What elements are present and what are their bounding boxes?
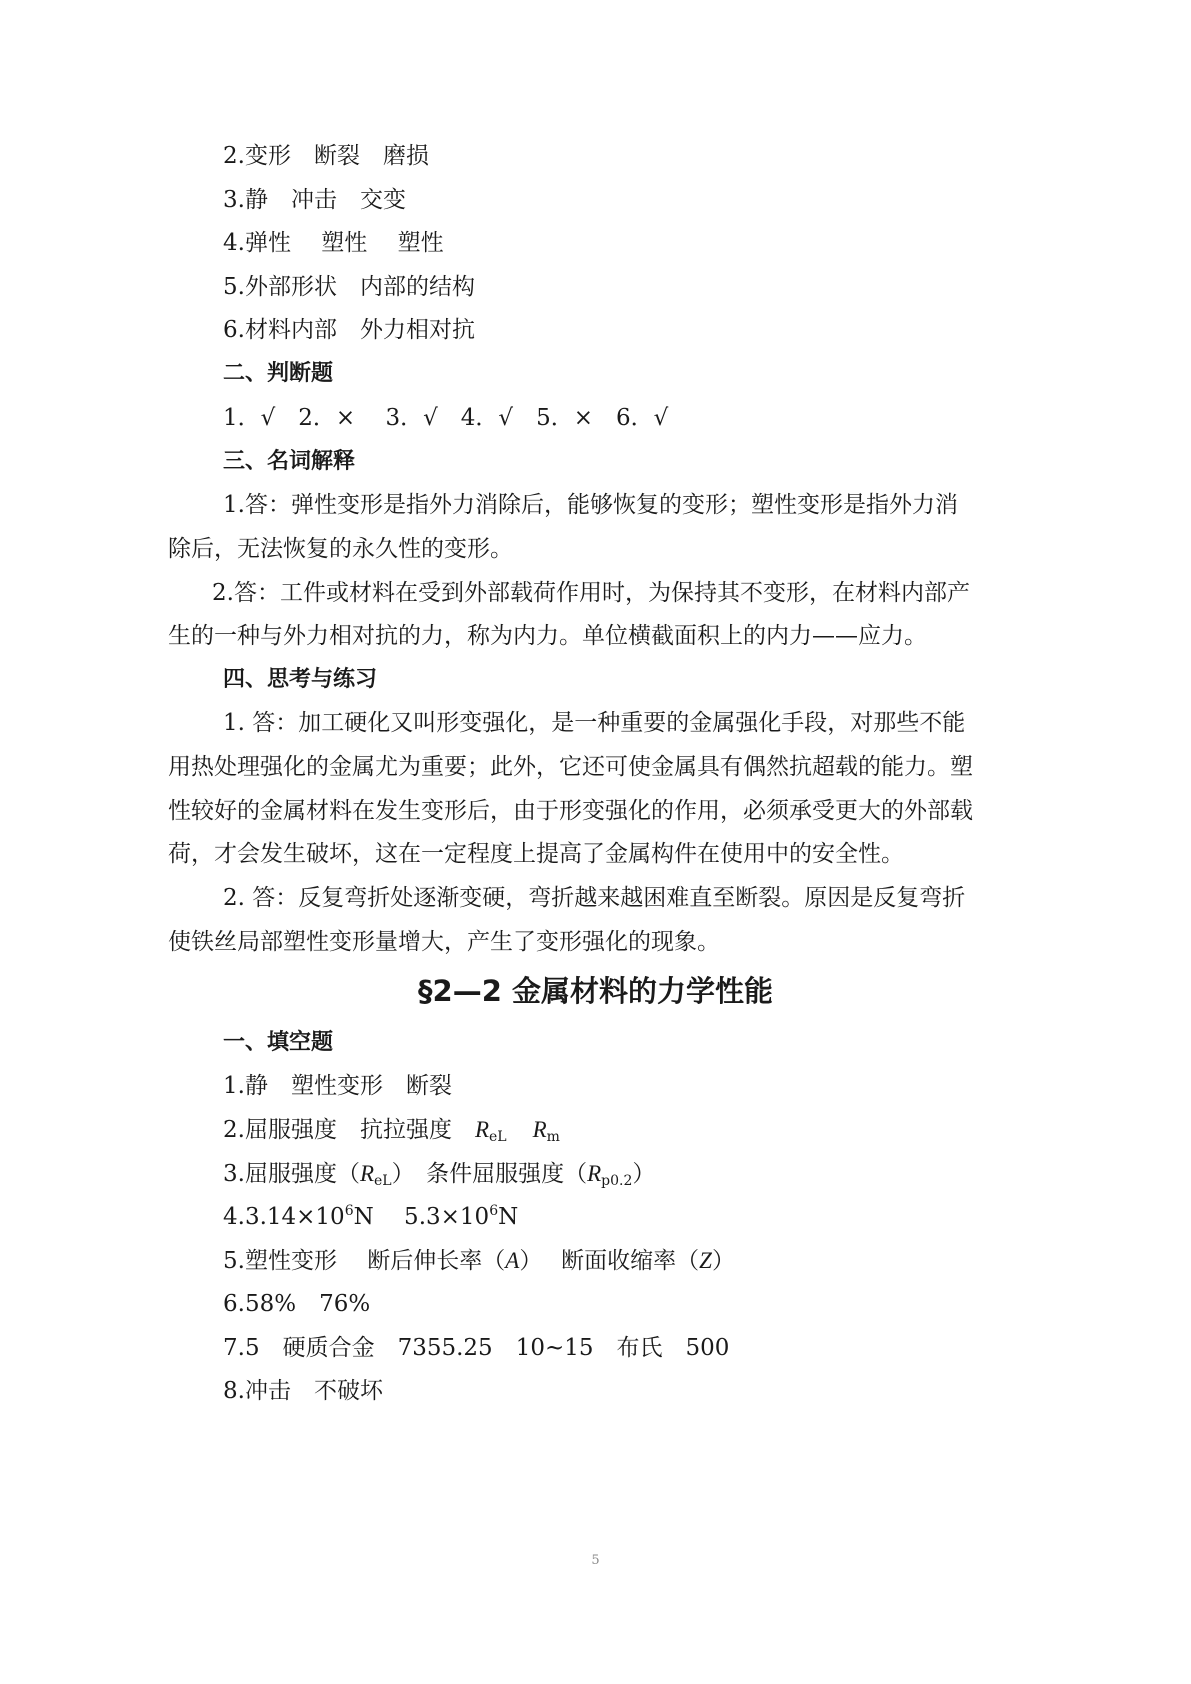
answer-text: ） (711, 1248, 735, 1274)
think-answer-1-line-4: 荷，才会发生破坏，这在一定程度上提高了金属构件在使用中的安全性。 (168, 841, 904, 867)
answer-text: N 5.3×10 (353, 1204, 490, 1230)
think-answer-1-line-3: 性较好的金属材料在发生变形后，由于形变强化的作用，必须承受更大的外部载 (168, 798, 973, 824)
terms-answer-2-line-1: 2.答：工件或材料在受到外部载荷作用时，为保持其不变形，在材料内部产 (212, 580, 970, 606)
symbol-z: Z (699, 1248, 712, 1273)
exponent: 6 (344, 1203, 354, 1219)
answer-text: 4.3.14×10 (223, 1204, 345, 1230)
answer-text: 5.塑性变形 断后伸长率（ (223, 1248, 506, 1274)
answer-text: ） 条件屈服强度（ (391, 1161, 588, 1187)
fill2-heading: 一、填空题 (223, 1030, 334, 1055)
symbol-a: A (505, 1248, 520, 1273)
judge-heading: 二、判断题 (223, 361, 334, 386)
exponent: 6 (489, 1203, 499, 1219)
fill-answer-2: 2.变形 断裂 磨损 (223, 143, 429, 169)
fill-answer-6: 6.材料内部 外力相对抗 (223, 317, 475, 343)
fill-answer-3: 3.静 冲击 交变 (223, 187, 406, 213)
terms-answer-1-line-2: 除后，无法恢复的永久性的变形。 (168, 536, 513, 562)
think-answer-2-line-2: 使铁丝局部塑性变形量增大，产生了变形强化的现象。 (168, 929, 720, 955)
terms-heading: 三、名词解释 (223, 449, 356, 474)
fill2-answer-2 (223, 1115, 560, 1145)
fill2-answer-7: 7.5 硬质合金 7355.25 10~15 布氏 500 (223, 1335, 730, 1361)
think-answer-1-line-2: 用热处理强化的金属尤为重要；此外，它还可使金属具有偶然抗超载的能力。塑 (168, 754, 973, 780)
answer-text: 3.屈服强度（ (223, 1161, 360, 1187)
fill2-answer-1: 1.静 塑性变形 断裂 (223, 1073, 452, 1099)
terms-answer-1-line-1: 1.答：弹性变形是指外力消除后，能够恢复的变形；塑性变形是指外力消 (223, 492, 958, 518)
fill2-answer-5 (223, 1246, 735, 1276)
think-answer-2-line-1: 2. 答：反复弯折处逐渐变硬，弯折越来越困难直至断裂。原因是反复弯折 (223, 885, 966, 911)
subscript: p0.2 (601, 1173, 633, 1189)
fill2-answer-8: 8.冲击 不破坏 (223, 1378, 383, 1404)
terms-answer-2-line-2: 生的一种与外力相对抗的力，称为内力。单位横截面积上的内力——应力。 (168, 623, 927, 649)
answer-text: N (498, 1204, 519, 1230)
think-answer-1-line-1: 1. 答：加工硬化又叫形变强化，是一种重要的金属强化手段，对那些不能 (223, 710, 966, 736)
answer-text: ） (632, 1161, 656, 1187)
judge-answers: 1．√ 2．× 3．√ 4．√ 5．× 6．√ (223, 405, 669, 431)
symbol-r: R (587, 1161, 602, 1186)
fill-answer-5: 5.外部形状 内部的结构 (223, 274, 475, 300)
symbol-r: R (359, 1161, 375, 1186)
subscript: eL (489, 1129, 507, 1145)
fill2-answer-6: 6.58% 76% (223, 1291, 371, 1317)
fill-answer-4: 4.弹性 塑性 塑性 (223, 230, 444, 256)
subscript: m (546, 1129, 560, 1145)
page-number: 5 (591, 1553, 600, 1568)
fill2-answer-4 (223, 1202, 518, 1232)
answer-text: 2.屈服强度 抗拉强度 (223, 1117, 475, 1143)
symbol-r: R (474, 1117, 490, 1142)
section-title: §2—2 金属材料的力学性能 (418, 974, 773, 1008)
answer-text: ） 断面收缩率（ (519, 1248, 700, 1274)
think-heading: 四、思考与练习 (223, 667, 378, 692)
fill2-answer-3 (223, 1159, 655, 1189)
subscript: eL (374, 1173, 392, 1189)
symbol-r: R (532, 1117, 547, 1142)
